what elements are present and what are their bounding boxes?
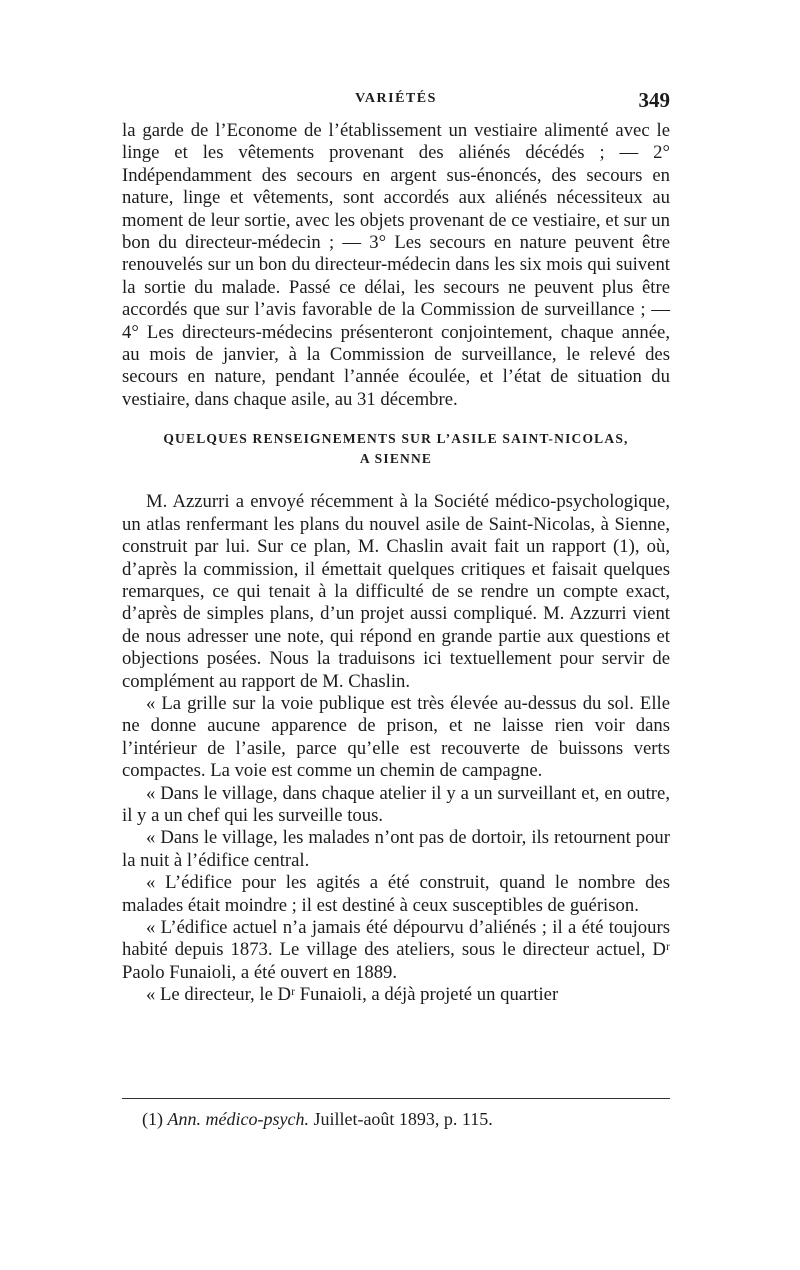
footnote-source: Ann. médico-psych.: [167, 1109, 309, 1129]
footnote-marker: (1): [142, 1109, 168, 1129]
page-header: [122, 88, 670, 114]
paragraph: la garde de l’Econome de l’établissement un vestiaire alimenté avec le linge et les vêtements provenant des aliénés décédés ; — 2° Indépendamment des secours en argent sus-énoncés, des secours en nature, linge et vêtements, sont accordés aux aliénés nécessiteux au moment de leur sortie, avec les objets provenant de ce vestiaire, et sur un bon du directeur-médecin ; — 3° Les secours en nature peuvent être renouvelés sur un bon du directeur-médecin dans les six mois qui suivent la sortie du malade. Passé ce délai, les secours ne peuvent plus être accordés que sur l’avis favorable de la Commission de surveillance ; — 4° Les directeurs-médecins présenteront conjointement, chaque année, au mois de janvier, à la Commission de surveillance, le relevé des secours en nature, pendant l’année écoulée, et l’état de situation du vestiaire, dans chaque asile, au 31 décembre.: [122, 120, 670, 410]
footnote: [142, 1108, 672, 1130]
section-heading-line: A SIENNE: [359, 451, 433, 467]
footnote-detail: Juillet-août 1893, p. 115.: [308, 1109, 493, 1129]
paragraph: M. Azzurri a envoyé récemment à la Société médico-psychologique, un atlas renfermant les plans du nouvel asile de Saint-Nicolas, à Sienne, construit par lui. Sur ce plan, M. Chaslin avait fait un rapport (1), où, d’après la commission, il émettait quelques critiques et faisait quelques remarques, ce qui tenait à la difficulté de se rendre un compte exact, d’après de simples plans, d’un projet aussi compliqué. M. Azzurri vient de nous adresser une note, qui répond en grande partie aux questions et objections posées. Nous la traduisons ici textuellement pour servir de complément au rapport de M. Chaslin.: [122, 491, 670, 692]
quoted-paragraph: « L’édifice actuel n’a jamais été dépourvu d’aliénés ; il a été toujours habité depuis 1873. Le village des ateliers, sous le directeur actuel, Dʳ Paolo Funaioli, a été ouvert en 1889.: [122, 917, 670, 983]
section-heading-line: QUELQUES RENSEIGNEMENTS SUR L’ASILE SAINT-NICOLAS,: [163, 431, 629, 447]
quoted-paragraph: « L’édifice pour les agités a été construit, quand le nombre des malades était moindre ; il est destiné à ceux susceptibles de guérison.: [122, 872, 670, 916]
quoted-paragraph: « Dans le village, dans chaque atelier il y a un surveillant et, en outre, il y a un chef qui les surveille tous.: [122, 782, 670, 826]
footnote-divider: [122, 1098, 670, 1099]
page-number: 349: [638, 88, 670, 112]
section-heading: [122, 429, 670, 469]
running-title: VARIÉTÉS: [355, 91, 437, 106]
body-text: [122, 120, 670, 1007]
quoted-paragraph: « Le directeur, le Dʳ Funaioli, a déjà projeté un quartier: [146, 984, 559, 1006]
quoted-paragraph: « Dans le village, les malades n’ont pas de dortoir, ils retournent pour la nuit à l’édifice central.: [122, 827, 670, 871]
quoted-paragraph: « La grille sur la voie publique est très élevée au-dessus du sol. Elle ne donne aucune apparence de prison, et ne laisse rien voir dans l’intérieur de l’asile, parce qu’elle est recouverte de buissons verts compactes. La voie est comme un chemin de campagne.: [122, 692, 670, 782]
